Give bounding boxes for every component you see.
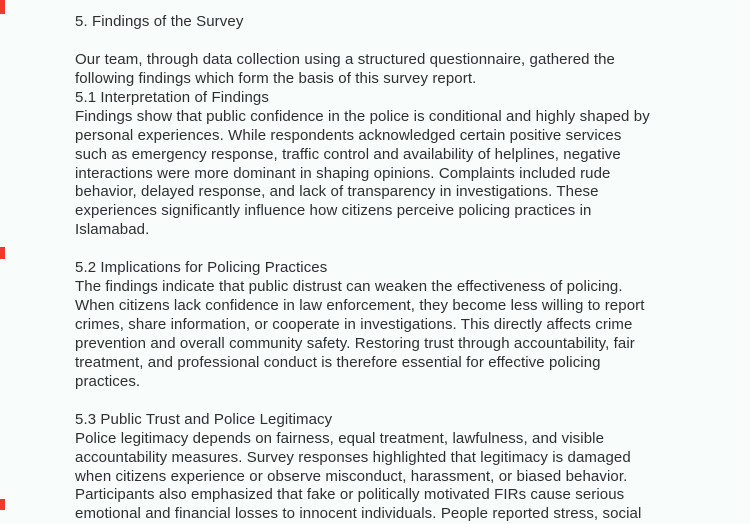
text-line: Participants also emphasized that fake or politically motivated FIRs cause serious <box>75 486 625 504</box>
text-line: 5.2 Implications for Policing Practices <box>75 259 328 277</box>
text-line: When citizens lack confidence in law enforcement, they become less willing to report <box>75 297 645 315</box>
document-text <box>75 13 710 524</box>
text-line: Findings show that public confidence in the police is conditional and highly shaped by <box>75 107 650 125</box>
text-line: practices. <box>75 372 141 390</box>
left-edge-marker-middle <box>0 247 5 259</box>
text-line: emotional and financial losses to innocent individuals. People reported stress, social <box>75 505 642 523</box>
text-line: 5.3 Public Trust and Police Legitimacy <box>75 410 333 428</box>
text-line: 5.1 Interpretation of Findings <box>75 88 269 106</box>
left-edge-marker-top <box>0 0 5 14</box>
text-line: Police legitimacy depends on fairness, equal treatment, lawfulness, and visible <box>75 429 605 447</box>
text-line: interactions were more dominant in shaping opinions. Complaints included rude <box>75 164 611 182</box>
text-line: crimes, share information, or cooperate in investigations. This directly affects crime <box>75 316 633 333</box>
text-line: behavior, delayed response, and lack of transparency in investigations. These <box>75 183 599 201</box>
text-line: when citizens experience or observe misconduct, harassment, or biased behavior. <box>75 467 628 485</box>
text-line <box>75 392 710 411</box>
text-line <box>75 32 710 51</box>
text-line: treatment, and professional conduct is therefore essential for effective policing <box>75 353 601 371</box>
text-line: 5. Findings of the Survey <box>75 13 244 30</box>
text-line: such as emergency response, traffic control and availability of helplines, negative <box>75 145 621 163</box>
text-line: personal experiences. While respondents acknowledged certain positive services <box>75 126 622 144</box>
text-line: Our team, through data collection using a structured questionnaire, gathered the <box>75 50 615 68</box>
text-line: prevention and overall community safety. Restoring trust through accountability, fair <box>75 334 635 352</box>
text-line: experiences significantly influence how citizens perceive policing practices in <box>75 202 592 220</box>
text-line: The findings indicate that public distrust can weaken the effectiveness of policing. <box>75 278 623 296</box>
text-line <box>75 240 710 259</box>
text-line: accountability measures. Survey responses highlighted that legitimacy is damaged <box>75 448 631 466</box>
left-edge-marker-bottom <box>0 499 5 510</box>
text-line: following findings which form the basis of this survey report. <box>75 69 477 87</box>
text-line: Islamabad. <box>75 221 150 239</box>
